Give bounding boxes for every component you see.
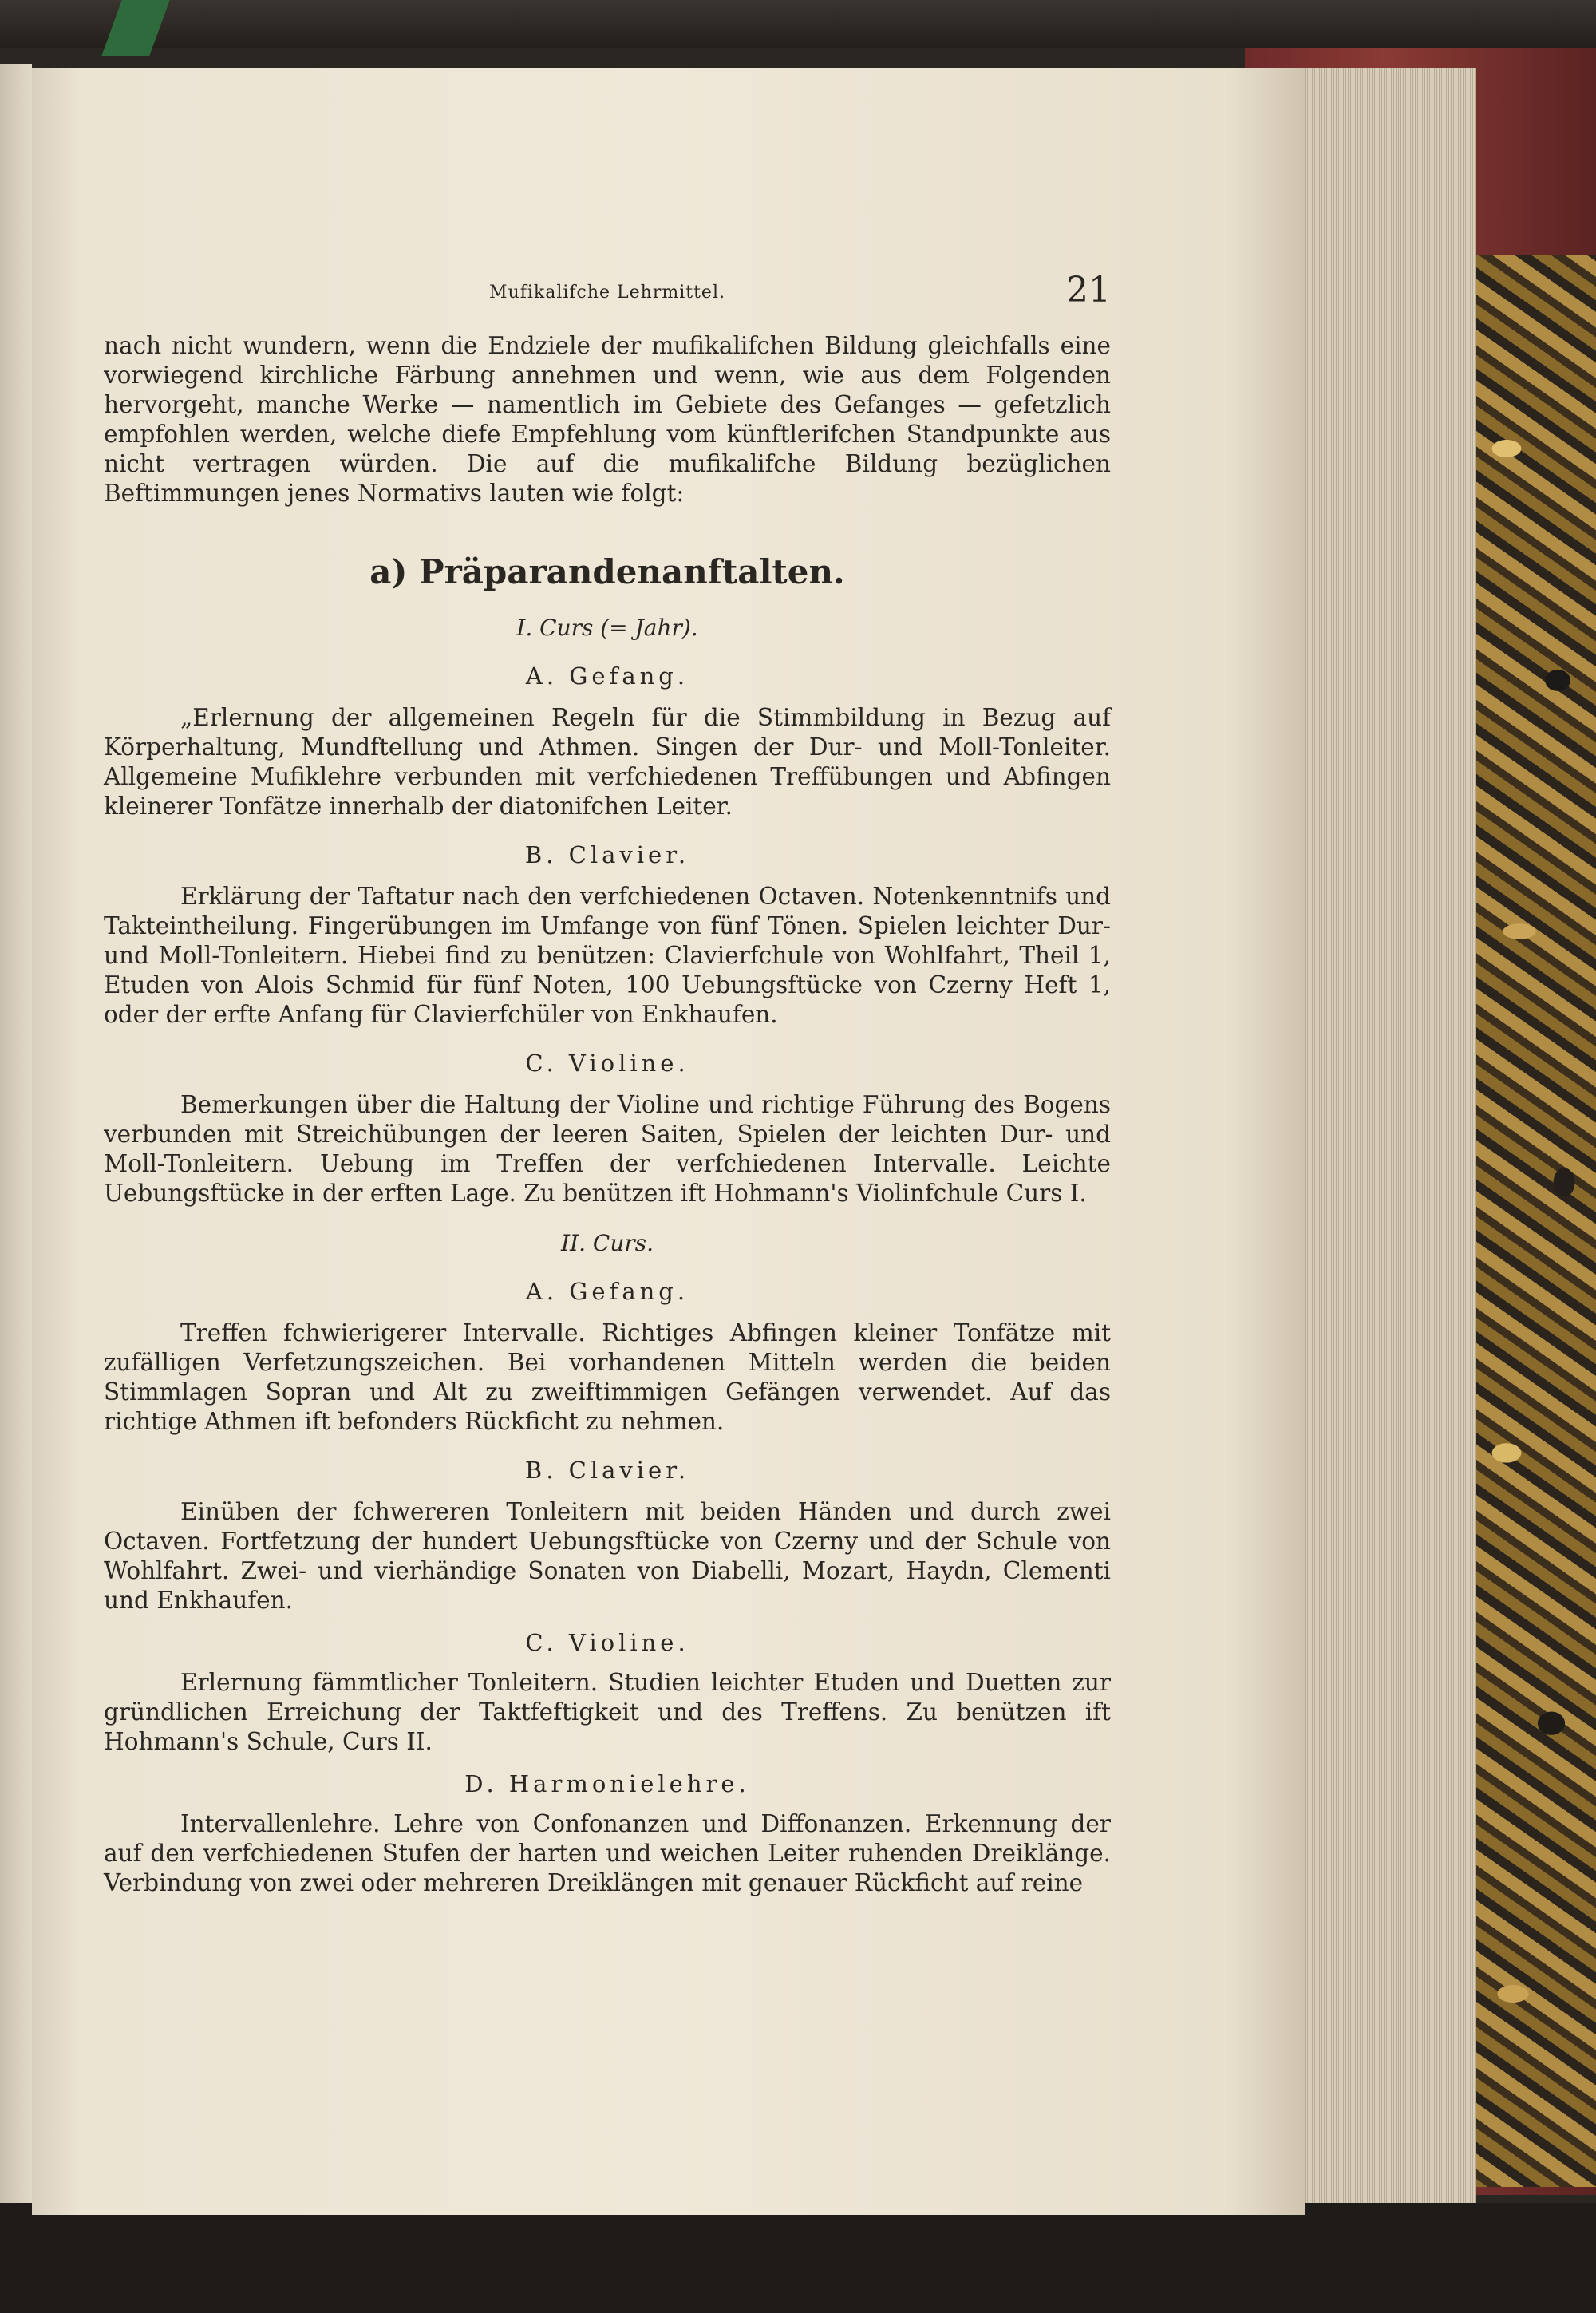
page-edges xyxy=(1301,68,1476,2207)
course-1-violine-heading: C. Violine. xyxy=(525,1050,689,1077)
marbled-edge xyxy=(1468,255,1596,2187)
course-2-gesang-heading: A. Gefang. xyxy=(525,1278,689,1305)
left-page-edge xyxy=(0,64,32,2203)
course-1-gesang-text: „Erlernung der allgemeinen Regeln für die Stimmbildung in Bezug auf Körperhaltung, Mundftellung und Athmen. Singen der Dur- und Moll-Tonleiter. Allgemeine Mufiklehre verbunden mit verfchiedenen Treffübungen und Abfingen kleinerer Tonfätze innerhalb der diatonifchen Leiter. xyxy=(104,704,1111,820)
intro-paragraph: nach nicht wundern, wenn die Endziele der mufikalifchen Bildung gleichfalls eine vorwiegend kirchliche Färbung annehmen und wenn, wie aus dem Folgenden hervorgeht, manche Werke — namentlich im Gebiete des Gefanges — gefetzlich empfohlen werden, welche diefe Empfehlung vom künftlerifchen Standpunkte aus nicht vertragen würden. Die auf die mufikalifche Bildung bezüglichen Beftimmungen jenes Normativs lauten wie folgt: xyxy=(104,332,1111,507)
course-2-title: II. Curs. xyxy=(560,1230,654,1256)
course-2-violine-text: Erlernung fämmtlicher Tonleitern. Studien leichter Etuden und Duetten zur gründlichen Erreichung der Taktfeftigkeit und des Treffens. Zu benützen ift Hohmann's Schule, Curs II. xyxy=(104,1669,1111,1755)
course-1-title: I. Curs (= Jahr). xyxy=(516,615,698,641)
course-2-clavier-heading: B. Clavier. xyxy=(524,1457,690,1484)
course-1-gesang-heading: A. Gefang. xyxy=(525,662,689,690)
page-header xyxy=(104,270,1111,318)
course-2-violine-heading: C. Violine. xyxy=(525,1629,689,1656)
book-cover-top xyxy=(0,0,1596,48)
book-page xyxy=(32,68,1305,2215)
section-heading: a) Präparandenanftalten. xyxy=(369,552,845,591)
course-2-harmonielehre-heading: D. Harmonielehre. xyxy=(464,1770,750,1797)
bottom-shadow xyxy=(0,2203,1596,2313)
course-2-harmonielehre-text: Intervallenlehre. Lehre von Confonanzen und Diffonanzen. Erkennung der auf den verfchiedenen Stufen der harten und weichen Leiter ruhenden Dreiklänge. Verbindung von zwei oder mehreren Dreiklängen mit genauer Rückficht auf reine xyxy=(104,1810,1111,1896)
page-number: 21 xyxy=(1066,270,1111,310)
course-2-gesang-text: Treffen fchwierigerer Intervalle. Richtiges Abfingen kleiner Tonfätze mit zufälligen Verfetzungszeichen. Bei vorhandenen Mitteln werden die beiden Stimmlagen Sopran und Alt zu zweiftimmigen Gefängen verwendet. Auf das richtige Athmen ift befonders Rückficht zu nehmen. xyxy=(104,1319,1111,1435)
course-1-clavier-text: Erklärung der Taftatur nach den verfchiedenen Octaven. Notenkenntnifs und Takteintheilung. Fingerübungen im Umfange von fünf Tönen. Spielen leichter Dur- und Moll-Tonleitern. Hiebei find zu benützen: Clavierfchule von Wohlfahrt, Theil 1, Etuden von Alois Schmid für fünf Noten, 100 Uebungsftücke von Czerny Heft 1, oder der erfte Anfang für Clavierfchüler von Enkhaufen. xyxy=(104,883,1111,1028)
course-1-violine-text: Bemerkungen über die Haltung der Violine und richtige Führung des Bogens verbunden mit Streichübungen der leeren Saiten, Spielen der leichten Dur- und Moll-Tonleitern. Uebung im Treffen der verfchiedenen Intervalle. Leichte Uebungsftücke in der erften Lage. Zu benützen ift Hohmann's Violinfchule Curs I. xyxy=(104,1091,1111,1207)
page-body xyxy=(104,331,1111,1898)
course-1-clavier-heading: B. Clavier. xyxy=(524,841,690,868)
course-2-clavier-text: Einüben der fchwereren Tonleitern mit beiden Händen und durch zwei Octaven. Fortfetzung der hundert Uebungsftücke von Czerny und der Schule von Wohlfahrt. Zwei- und vierhändige Sonaten von Diabelli, Mozart, Haydn, Clementi und Enkhaufen. xyxy=(104,1498,1111,1614)
running-head: Mufikalifche Lehrmittel. xyxy=(489,283,725,302)
